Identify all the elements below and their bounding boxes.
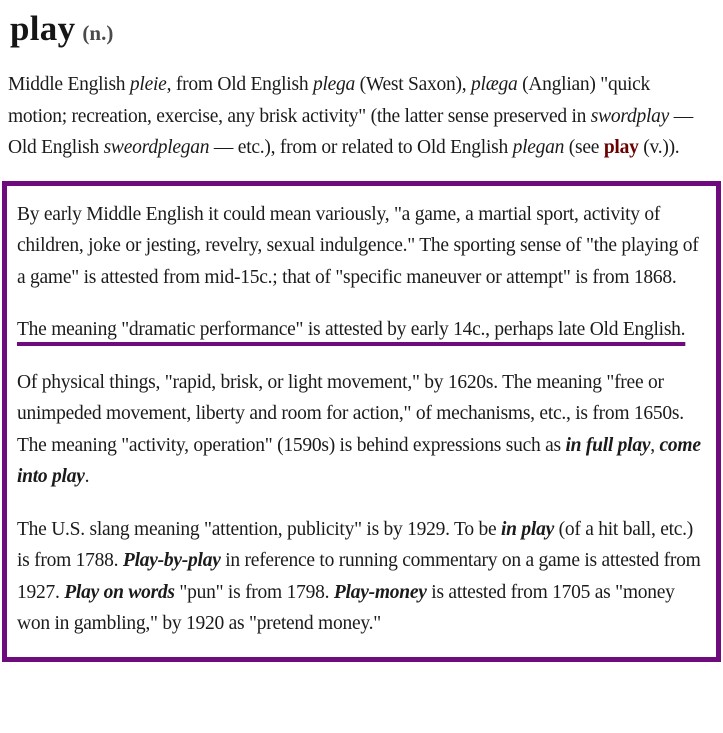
text-segment: Of physical things, "rapid, brisk, or light movement," by 1620s. The meaning "free or unimpeded movement, liberty and room for action," of mechanisms, etc., is from 1650s. The meaning "activity, operation" (1590s) is behind expressions such as — [17, 371, 684, 456]
text-segment: (West Saxon), — [355, 74, 472, 95]
text-segment: — etc.), from or related to Old English — [209, 137, 513, 158]
box-paragraph-senses — [17, 199, 706, 294]
bold-italic-text: in play — [501, 518, 554, 540]
bold-italic-text: Play-by-play — [122, 550, 221, 571]
text-segment: . — [84, 466, 90, 487]
highlight-annotation-box — [2, 181, 721, 662]
text-segment: (v.)). — [638, 137, 680, 158]
play-verb-link[interactable]: play — [603, 137, 639, 158]
text-segment: in reference to running commentary on a game is attested from 1927. — [17, 550, 701, 603]
bold-italic-text: come into play — [17, 434, 701, 487]
text-segment: The meaning "dramatic performance" is attested by early 14c., perhaps late Old English. — [17, 319, 686, 340]
text-segment: is attested from 1705 as "money won in gambling," by 1920 as "pretend money." — [17, 581, 675, 634]
italic-text: swordplay — [590, 105, 670, 127]
intro-paragraph-group — [8, 69, 705, 164]
italic-text: plegan — [512, 137, 565, 158]
text-segment: , — [650, 434, 660, 456]
part-of-speech-label: (n.) — [82, 21, 114, 45]
italic-text: plega — [312, 74, 356, 95]
text-segment: (see — [564, 137, 604, 158]
italic-text: pleie — [129, 74, 167, 95]
text-segment: "pun" is from 1798. — [174, 581, 334, 603]
text-segment: — Old English — [8, 105, 693, 158]
headword: play — [10, 9, 76, 48]
text-segment: The U.S. slang meaning "attention, publicity" is by 1929. To be — [17, 518, 502, 540]
italic-text: plæga — [471, 74, 518, 95]
bold-italic-text: Play-money — [333, 581, 427, 603]
box-paragraph-physical — [17, 367, 706, 493]
entry-header — [10, 8, 707, 57]
text-segment: (of a hit ball, etc.) is from 1788. — [17, 518, 694, 571]
italic-text: sweordplegan — [103, 137, 210, 158]
text-segment: (Anglian) "quick motion; recreation, exercise, any brisk activity" (the latter sense preserved in — [8, 74, 651, 127]
bold-italic-text: Play on words — [64, 581, 175, 603]
text-segment: By early Middle English it could mean variously, "a game, a martial sport, activity of children, joke or jesting, revelry, sexual indulgence." The sporting sense of "the playing of a game" is attested from mid-15c.; that of "specific maneuver or attempt" is from 1868. — [17, 203, 699, 288]
box-paragraph-slang — [17, 514, 706, 640]
text-segment: , from Old English — [166, 74, 313, 95]
underlined-sentence — [17, 314, 706, 346]
bold-italic-text: in full play — [565, 434, 651, 456]
text-segment: Middle English — [8, 74, 130, 95]
intro-paragraph — [8, 69, 705, 164]
